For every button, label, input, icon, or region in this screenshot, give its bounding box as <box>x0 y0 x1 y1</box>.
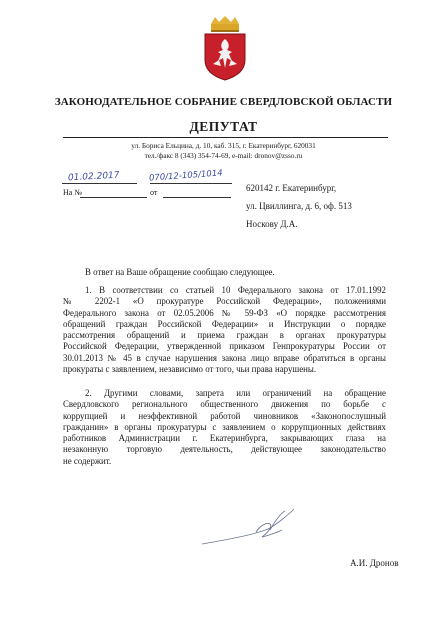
paragraph-line: 2. Другими словами, запрета или ограничений на обращение <box>85 388 386 398</box>
paragraph-line: № 2202-1 «О прокуратуре Российской Федерации», положениями <box>63 296 386 307</box>
paragraph-line: 30.01.2013 № 45 в случае нарушения закона лицо вправе обратиться в органы <box>63 352 386 363</box>
recipient-line-2: ул. Цвиллинга, д. 6, оф. 513 <box>246 201 352 211</box>
ref-number-underline <box>80 197 147 198</box>
organization-name: ЗАКОНОДАТЕЛЬНОЕ СОБРАНИЕ СВЕРДЛОВСКОЙ ОБЛАСТИ <box>54 96 393 108</box>
ref-number-label: На № <box>63 188 82 197</box>
handwritten-date: 01.02.2017 <box>67 170 120 184</box>
handwritten-signature <box>196 500 304 552</box>
recipient-line-3: Носкову Д.А. <box>246 219 298 229</box>
paragraph-2 <box>63 388 386 467</box>
intro-sentence: В ответ на Ваше обращение сообщаю следующее. <box>85 267 275 277</box>
paragraph-line: Свердловского регионального общественного движения по борьбе с <box>63 399 386 410</box>
date-underline <box>62 183 137 184</box>
paragraph-line: прокураты с заявлением, независимо от того, чьи права нарушены. <box>63 364 317 375</box>
handwritten-number: 070/12-105/1014 <box>148 168 223 184</box>
paragraph-1 <box>63 285 386 375</box>
ref-from-label: от <box>150 188 158 197</box>
paragraph-line: Российской Федерации, утвержденной приказом Генпрокуратуры России от <box>63 341 386 352</box>
paragraph-line: Федерального закона от 02.05.2006 № 59-ФЗ «О порядке рассмотрения <box>63 307 386 318</box>
document-title: ДЕПУТАТ <box>189 119 258 134</box>
org-contacts: тел./факс 8 (343) 354-74-69, e-mail: dronov@zsso.ru <box>144 151 303 160</box>
paragraph-line: коррупцией и неэффективной работой чиновников «Законопослушный <box>63 410 386 421</box>
header-divider <box>63 137 388 138</box>
crown-icon <box>211 16 239 32</box>
paragraph-line: обращений граждан Российской Федерации» и Инструкции о порядке <box>63 318 386 329</box>
paragraph-line: 1. В соответствии со статьей 10 Федерального закона от 17.01.1992 <box>85 285 386 295</box>
number-underline <box>150 183 232 184</box>
signatory-name: А.И. Дронов <box>350 558 399 568</box>
paragraph-line: гражданин» в органы прокуратуры с заявлением о коррупционных действиях <box>63 421 386 432</box>
ref-date-underline <box>163 197 231 198</box>
paragraph-line: не содержит. <box>63 455 112 466</box>
paragraph-line: работников Администрации г. Екатеринбурга, закрывающих глаза на <box>63 433 386 444</box>
paragraph-line: незаконную торговую деятельность, действующее законодательство <box>63 444 386 455</box>
recipient-line-1: 620142 г. Екатеринбург, <box>246 183 337 193</box>
org-address: ул. Бориса Ельцина, д. 10, каб. 315, г. Екатеринбург, 620031 <box>131 141 316 150</box>
coat-of-arms-icon <box>199 16 251 82</box>
paragraph-line: рассмотрения обращений и приема граждан в органах прокуратуры <box>63 330 386 341</box>
